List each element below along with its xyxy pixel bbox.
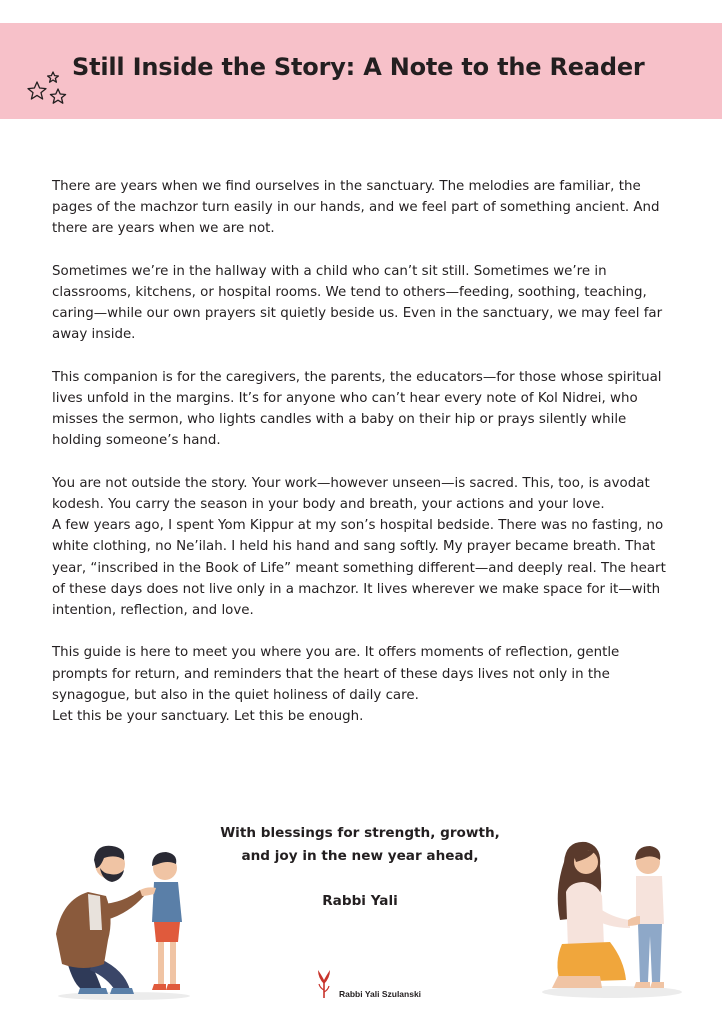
paragraph: You are not outside the story. Your work—however unseen—is sacred. This, too, is avodat kodesh. You carry the season in your body and breath, your actions and your love. bbox=[52, 475, 650, 512]
father-and-child-illustration bbox=[44, 838, 194, 1000]
logo-text: Rabbi Yali Szulanski bbox=[339, 989, 422, 999]
letter-body bbox=[52, 176, 674, 748]
stars-icon bbox=[26, 68, 72, 112]
paragraph: A few years ago, I spent Yom Kippur at my son’s hospital bedside. There was no fasting, no white clothing, no Ne’ilah. I held his hand and sang softly. My prayer became breath. That year, “inscribed in the Book of Life” meant something different—and deeply real. The heart of these days does not live only in a machzor. It lives wherever we make space for it—with intention, reflection, and love. bbox=[52, 518, 666, 619]
mother-and-child-illustration bbox=[540, 836, 690, 1000]
closing-blessing bbox=[190, 822, 530, 913]
paragraph: There are years when we find ourselves in the sanctuary. The melodies are familiar, the pages of the machzor turn easily in our hands, and we feel part of something ancient. And there are years when we are not. bbox=[52, 179, 660, 237]
closing-line: and joy in the new year ahead, bbox=[241, 848, 479, 864]
paragraph: This companion is for the caregivers, the parents, the educators—for those whose spiritual lives unfold in the margins. It’s for anyone who can’t hear every note of Kol Nidrei, who misses the sermon, who lights candles with a baby on their hip or prays silently while holding someone’s hand. bbox=[52, 369, 662, 449]
page-title: Still Inside the Story: A Note to the Reader bbox=[72, 53, 645, 81]
paragraph: Sometimes we’re in the hallway with a child who can’t sit still. Sometimes we’re in classrooms, kitchens, or hospital rooms. We tend to others—feeding, soothing, teaching, caring—while our own prayers sit quietly beside us. Even in the sanctuary, we may feel far away inside. bbox=[52, 263, 663, 343]
rabbi-logo-icon bbox=[314, 968, 334, 1000]
paragraph: Let this be your sanctuary. Let this be enough. bbox=[52, 709, 364, 725]
closing-line: With blessings for strength, growth, bbox=[220, 825, 500, 841]
paragraph: This guide is here to meet you where you are. It offers moments of reflection, gentle prompts for return, and reminders that the heart of these days lives not only in the synagogue, but also in the quiet holiness of daily care. bbox=[52, 645, 620, 703]
signature: Rabbi Yali bbox=[322, 893, 398, 909]
